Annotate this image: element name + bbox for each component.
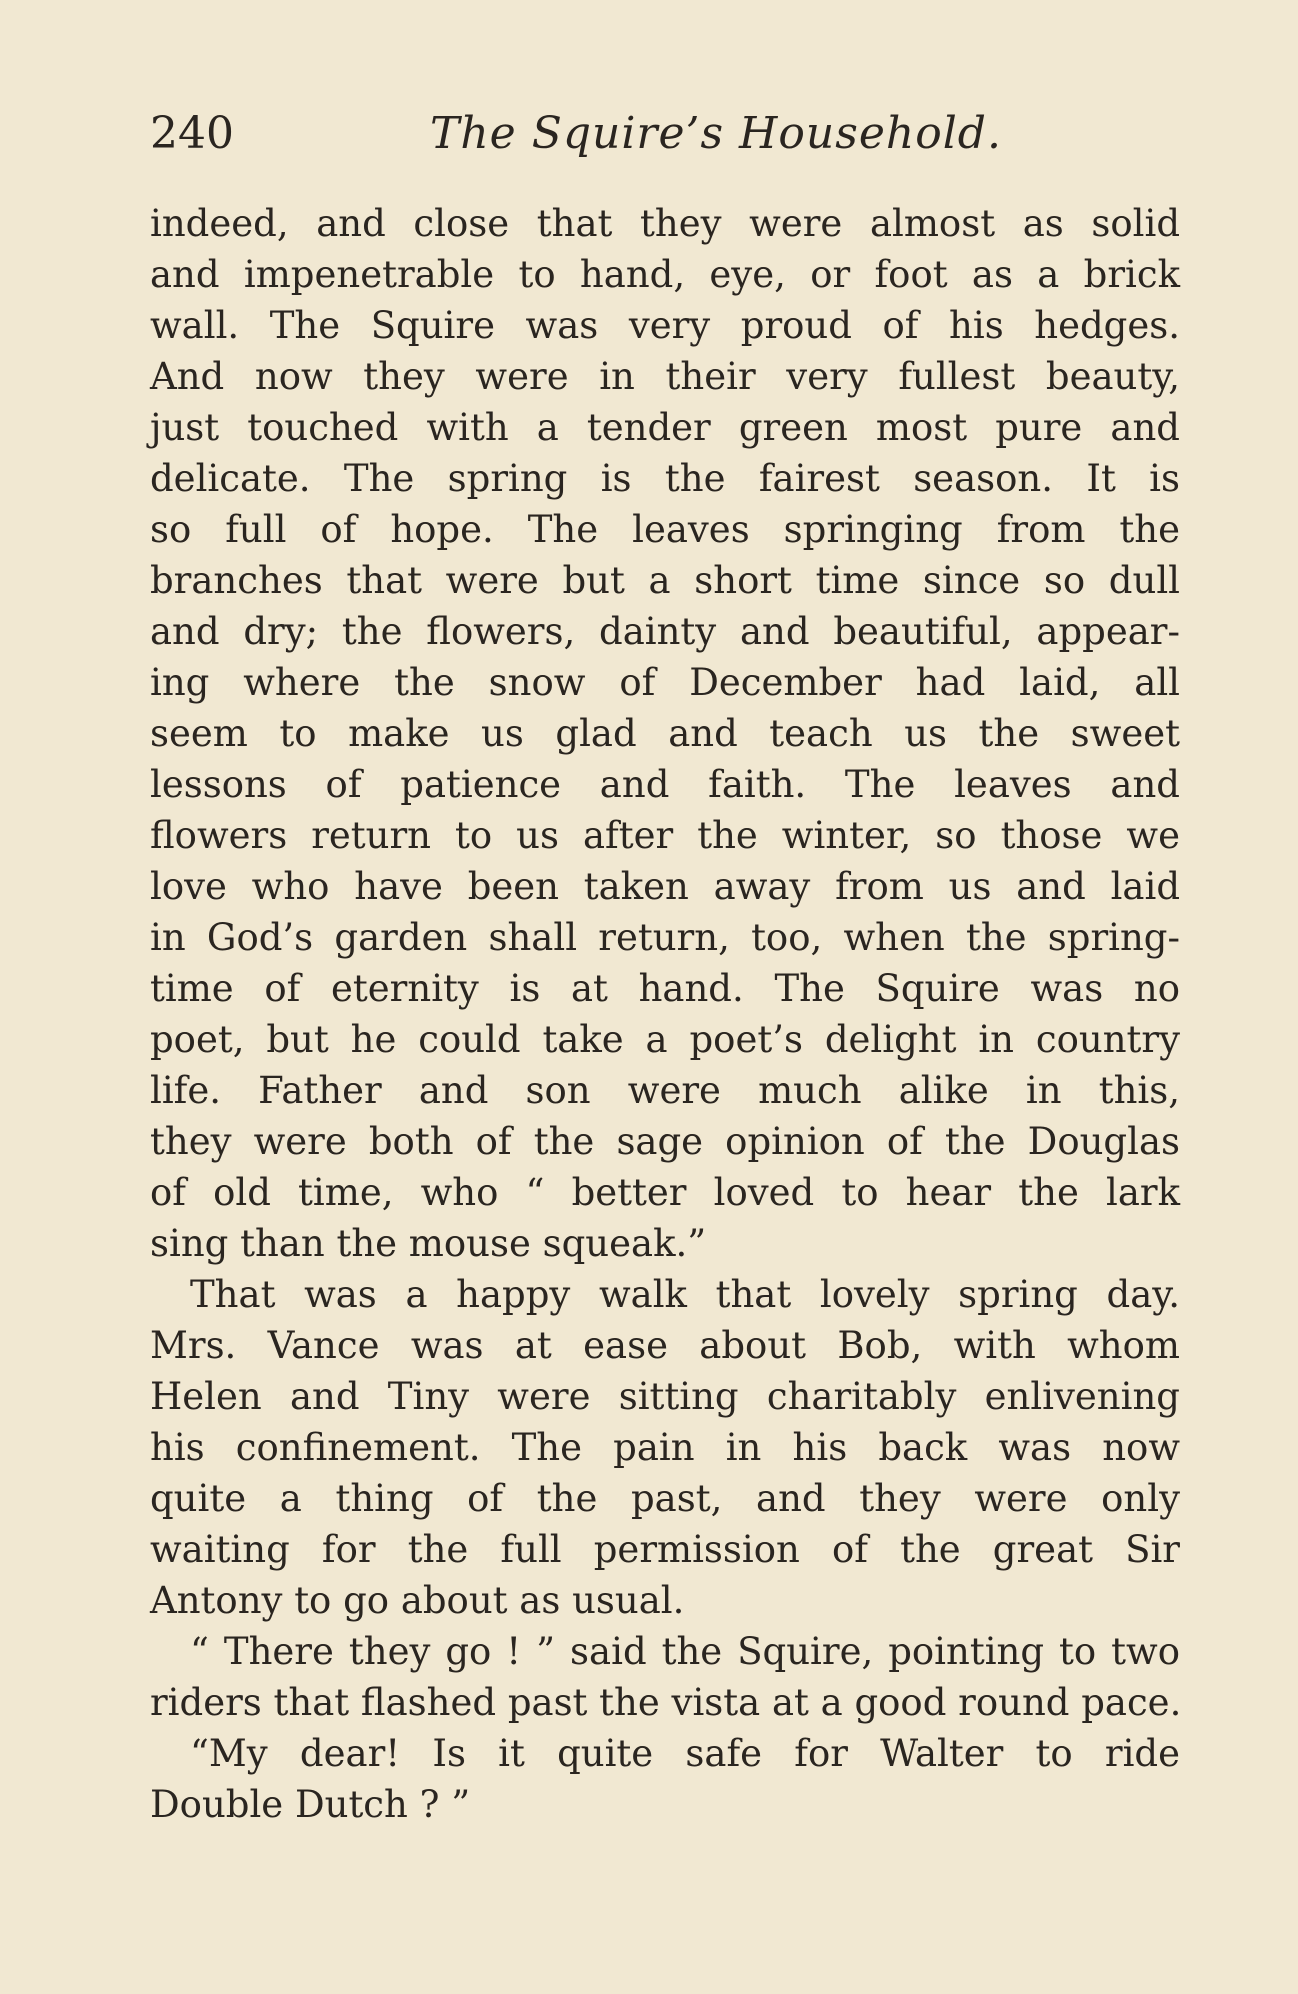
text-line: lessons of patience and faith. The leaves and xyxy=(150,763,1180,806)
text-line: “ There they go ! ” said the Squire, pointing to two xyxy=(190,1630,1180,1673)
text-line: flowers return to us after the winter, so those we xyxy=(150,814,1180,857)
text-line: in God’s garden shall return, too, when the spring- xyxy=(150,916,1180,959)
text-line: life. Father and son were much alike in this, xyxy=(150,1069,1180,1112)
text-line: just touched with a tender green most pure and xyxy=(150,406,1180,449)
text-line: quite a thing of the past, and they were only xyxy=(150,1477,1180,1520)
text-line: indeed, and close that they were almost as solid xyxy=(150,202,1180,245)
text-line: of old time, who “ better loved to hear the lark xyxy=(150,1171,1180,1214)
text-line: so full of hope. The leaves springing from the xyxy=(150,508,1180,551)
text-line: Helen and Tiny were sitting charitably enlivening xyxy=(150,1375,1180,1418)
text-line: sing than the mouse squeak.” xyxy=(150,1222,707,1265)
running-title: The Squire’s Household. xyxy=(430,108,1002,159)
text-line: his confinement. The pain in his back was now xyxy=(150,1426,1180,1469)
body-text xyxy=(150,198,1180,1830)
text-line: delicate. The spring is the fairest season. It is xyxy=(150,457,1180,500)
text-line: waiting for the full permission of the great Sir xyxy=(150,1528,1180,1571)
text-line: time of eternity is at hand. The Squire was no xyxy=(150,967,1180,1010)
text-line: “My dear! Is it quite safe for Walter to ride xyxy=(190,1732,1180,1775)
text-line: poet, but he could take a poet’s delight in country xyxy=(150,1018,1180,1061)
text-line: wall. The Squire was very proud of his hedges. xyxy=(150,304,1180,347)
text-line: Antony to go about as usual. xyxy=(150,1579,685,1622)
text-line: Double Dutch ? ” xyxy=(150,1783,471,1826)
text-line: And now they were in their very fullest beauty, xyxy=(150,355,1180,398)
text-line: riders that flashed past the vista at a good round pace. xyxy=(150,1681,1182,1724)
page-header xyxy=(150,108,1170,168)
text-line: love who have been taken away from us and laid xyxy=(150,865,1180,908)
text-line: they were both of the sage opinion of the Douglas xyxy=(150,1120,1180,1163)
text-line: ing where the snow of December had laid, all xyxy=(150,661,1180,704)
text-line: and impenetrable to hand, eye, or foot as a brick xyxy=(150,253,1180,296)
text-line: That was a happy walk that lovely spring day. xyxy=(190,1273,1180,1316)
text-line: and dry; the flowers, dainty and beautiful, appear- xyxy=(150,610,1180,653)
text-line: Mrs. Vance was at ease about Bob, with whom xyxy=(150,1324,1180,1367)
text-line: seem to make us glad and teach us the sweet xyxy=(150,712,1180,755)
text-line: branches that were but a short time since so dull xyxy=(150,559,1180,602)
page-number: 240 xyxy=(150,108,234,159)
